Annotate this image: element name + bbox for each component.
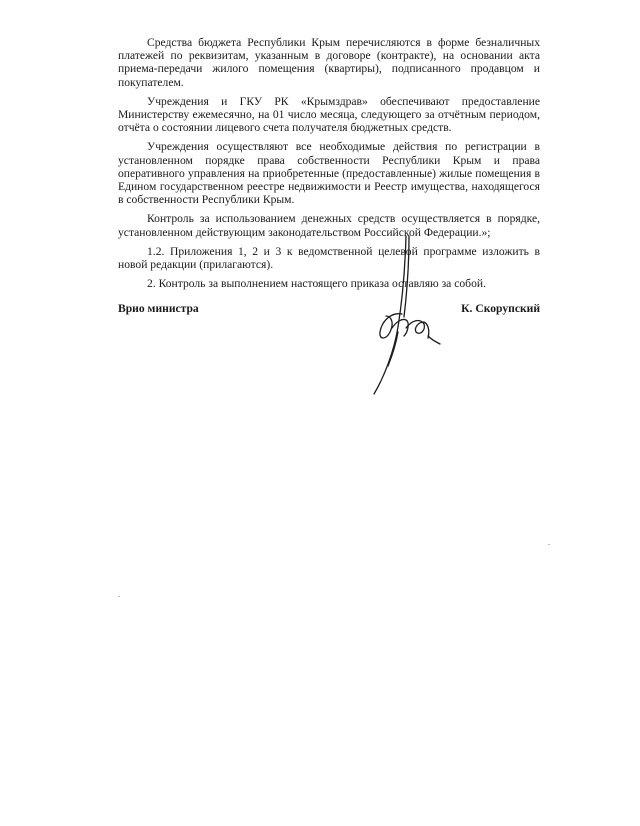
scan-speck <box>548 544 550 545</box>
position-title: Врио министра <box>118 302 199 315</box>
paragraph-order-control: 2. Контроль за выполнением настоящего приказа оставляю за собой. <box>147 277 486 291</box>
paragraph-registration: Учреждения осуществляют все необходимые действия по регистрации в установленном порядке права собственности Республики Крым и права оперативного управления на приобретенные (предоставленные) жилые помещения в Едином государственном реестре недвижимости и Реестр имущества, находящегося в собственности Республики Крым. <box>118 140 540 207</box>
scan-speck <box>118 596 120 597</box>
handwritten-signature <box>362 232 442 402</box>
paragraph-appendices: 1.2. Приложения 1, 2 и 3 к ведомственной целевой программе изложить в новой редакции (прилагаются). <box>118 244 540 272</box>
signer-name: К. Скорупский <box>461 302 540 315</box>
paragraph-payment-terms: Средства бюджета Республики Крым перечисляются в форме безналичных платежей по реквизитам, указанным в договоре (контракте), на основании акта приема-передачи жилого помещения (квартиры), подписанного продавцом и покупателем. <box>118 36 540 89</box>
paragraph-reporting: Учреждения и ГКУ РК «Крымздрав» обеспечивают предоставление Министерству ежемесячно, на 01 число месяца, следующего за отчётным периодом, отчёта о состоянии лицевого счета получателя бюджетных средств. <box>118 94 540 135</box>
paragraph-control-funds: Контроль за использованием денежных средств осуществляется в порядке, установленном действующим законодательством Российской Федерации.»; <box>118 212 540 239</box>
document-body <box>118 36 540 296</box>
